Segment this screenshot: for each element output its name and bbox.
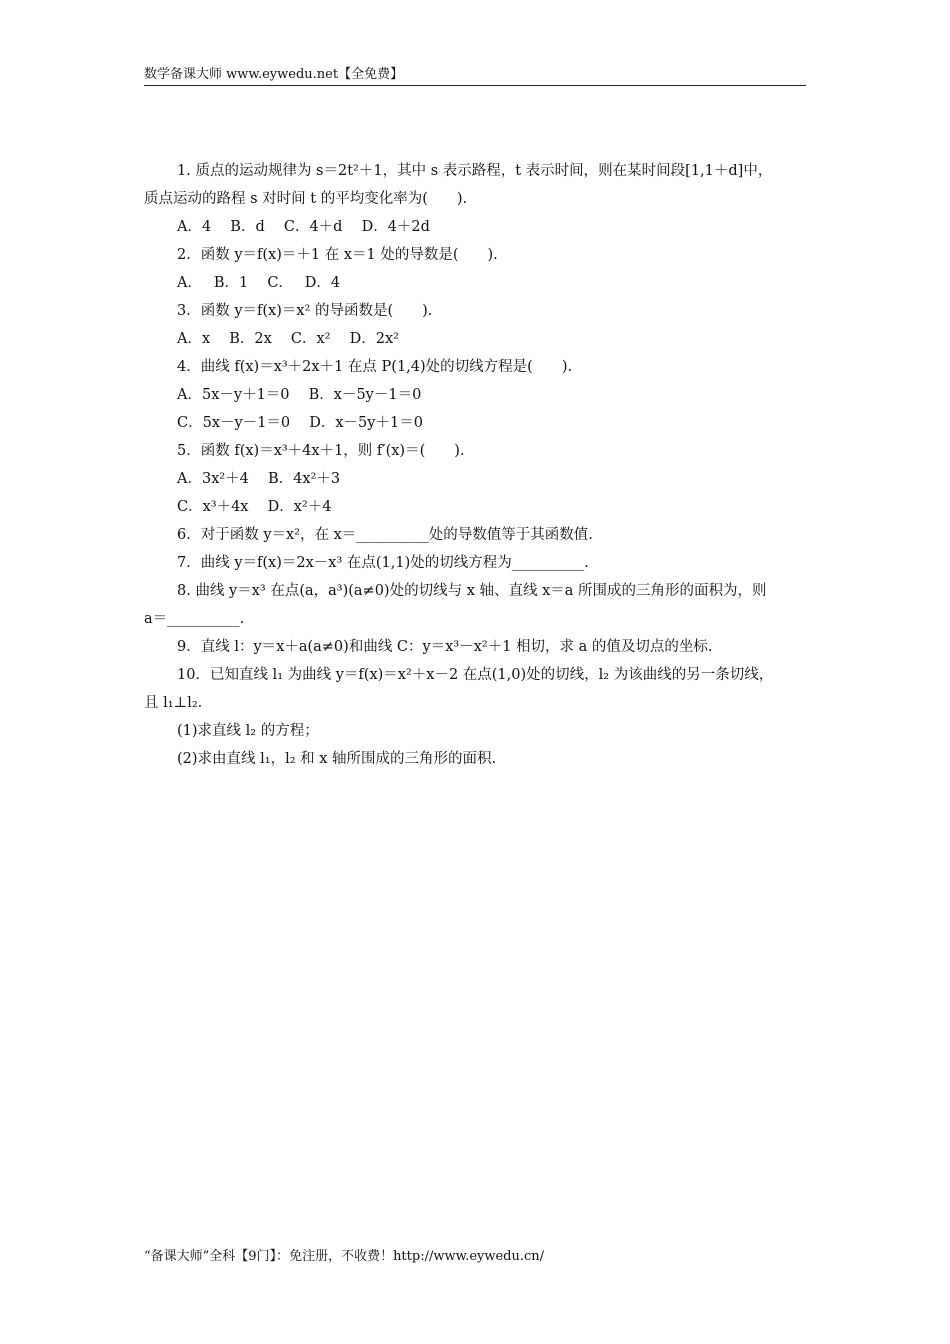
- text-line: (1)求直线 l₂ 的方程；: [177, 723, 319, 739]
- page-footer: “备课大师”全科【9门】：免注册，不收费！http://www.eywedu.cn/: [144, 1249, 545, 1264]
- text-line: A． B．1 C． D．4: [177, 275, 341, 291]
- text-line: 3．函数 y＝f(x)＝x² 的导函数是( ).: [177, 303, 433, 319]
- text-line: A．3x²＋4 B．4x²＋3: [177, 471, 341, 487]
- text-line: 2．函数 y＝f(x)＝＋1 在 x＝1 处的导数是( ).: [177, 247, 498, 263]
- text-line: (2)求由直线 l₁，l₂ 和 x 轴所围成的三角形的面积.: [177, 751, 497, 767]
- exercise-list: [144, 157, 808, 773]
- text-line: 4．曲线 f(x)＝x³＋2x＋1 在点 P(1,4)处的切线方程是( ).: [177, 359, 573, 375]
- header-divider: [144, 85, 806, 86]
- text-line: 7．曲线 y＝f(x)＝2x－x³ 在点(1,1)处的切线方程为__________.: [177, 555, 589, 571]
- text-line: C．x³＋4x D．x²＋4: [177, 499, 332, 515]
- text-line: 10．已知直线 l₁ 为曲线 y＝f(x)＝x²＋x－2 在点(1,0)处的切线，l₂ 为该曲线的另一条切线，: [177, 667, 774, 683]
- text-line: 9．直线 l：y＝x＋a(a≠0)和曲线 C：y＝x³－x²＋1 相切，求 a 的值及切点的坐标.: [177, 639, 713, 655]
- text-line: 8. 曲线 y＝x³ 在点(a，a³)(a≠0)处的切线与 x 轴、直线 x＝a 所围成的三角形的面积为，则: [177, 583, 767, 599]
- text-line: A．5x－y＋1＝0 B．x－5y－1＝0: [177, 387, 422, 403]
- page-header: 数学备课大师 www.eywedu.net【全免费】: [144, 67, 404, 82]
- text-line: 1. 质点的运动规律为 s＝2t²＋1，其中 s 表示路程，t 表示时间，则在某时间段[1,1＋d]中，: [177, 163, 773, 179]
- text-line: 质点运动的路程 s 对时间 t 的平均变化率为( ).: [144, 191, 468, 207]
- text-line: A．x B．2x C．x² D．2x²: [177, 331, 399, 347]
- text-line: A．4 B．d C．4＋d D．4＋2d: [177, 219, 430, 235]
- text-line: 6．对于函数 y＝x²，在 x＝__________处的导数值等于其函数值.: [177, 527, 593, 543]
- text-line: 5．函数 f(x)＝x³＋4x＋1，则 f′(x)＝( ).: [177, 443, 465, 459]
- text-line: 且 l₁⊥l₂.: [144, 695, 203, 711]
- text-line: C．5x－y－1＝0 D．x－5y＋1＝0: [177, 415, 423, 431]
- text-line: a＝__________.: [144, 611, 245, 627]
